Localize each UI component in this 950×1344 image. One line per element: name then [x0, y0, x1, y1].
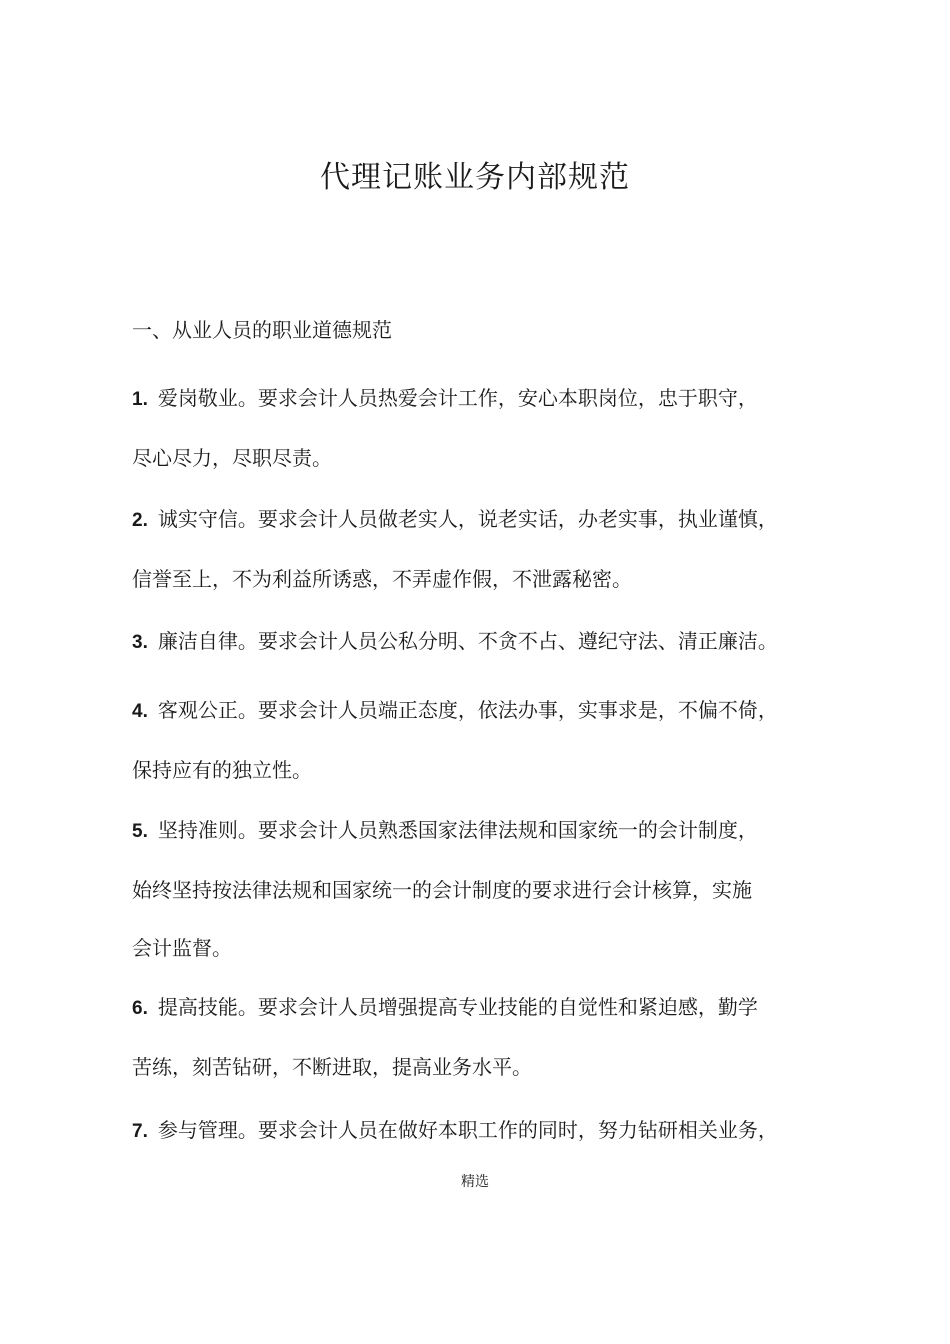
list-item — [132, 612, 824, 672]
list-item-line — [132, 681, 824, 741]
page-footer: 精选 — [461, 1174, 489, 1190]
document-title: 代理记账业务内部规范 — [320, 160, 630, 195]
list-item-text: 诚实守信。要求会计人员做老实人，说老实话，办老实事，执业谨慎， — [157, 507, 778, 531]
list-item-number: 1. — [132, 389, 148, 410]
list-item-line: 会计监督。 — [132, 936, 232, 960]
list-item-line: 始终坚持按法律法规和国家统一的会计制度的要求进行会计核算，实施 — [132, 878, 752, 902]
list-item-line: 保持应有的独立性。 — [132, 758, 312, 782]
list-item-number: 6. — [132, 998, 148, 1019]
list-item-line: 苦练，刻苦钻研，不断进取，提高业务水平。 — [132, 1055, 532, 1079]
list-item — [132, 978, 824, 1096]
list-item-line — [132, 369, 824, 429]
list-item — [132, 1101, 824, 1161]
list-item-text: 客观公正。要求会计人员端正态度，依法办事，实事求是，不偏不倚， — [157, 698, 778, 722]
list-item-number: 2. — [132, 510, 148, 531]
list-item — [132, 801, 824, 977]
list-item-line — [132, 612, 824, 672]
list-item-line — [132, 978, 824, 1038]
list-item-number: 5. — [132, 821, 148, 842]
list-item — [132, 369, 824, 487]
list-item-line — [132, 490, 824, 550]
list-item-text: 廉洁自律。要求会计人员公私分明、不贪不占、遵纪守法、清正廉洁。 — [157, 629, 778, 653]
list-item-line: 尽心尽力，尽职尽责。 — [132, 446, 332, 470]
list-item-line — [132, 801, 824, 861]
list-item-number: 3. — [132, 632, 148, 653]
list-item-text: 爱岗敬业。要求会计人员热爱会计工作，安心本职岗位，忠于职守， — [157, 386, 758, 410]
list-item-text: 提高技能。要求会计人员增强提高专业技能的自觉性和紧迫感，勤学 — [157, 995, 758, 1019]
list-item — [132, 490, 824, 608]
list-item-line: 信誉至上，不为利益所诱惑，不弄虚作假，不泄露秘密。 — [132, 567, 632, 591]
list-item-line — [132, 1101, 824, 1161]
section-heading: 一、从业人员的职业道德规范 — [132, 318, 392, 342]
list-item-text: 参与管理。要求会计人员在做好本职工作的同时，努力钻研相关业务， — [157, 1118, 778, 1142]
list-item-number: 4. — [132, 701, 148, 722]
list-item-number: 7. — [132, 1121, 148, 1142]
list-item — [132, 681, 824, 799]
list-item-text: 坚持准则。要求会计人员熟悉国家法律法规和国家统一的会计制度， — [157, 818, 758, 842]
